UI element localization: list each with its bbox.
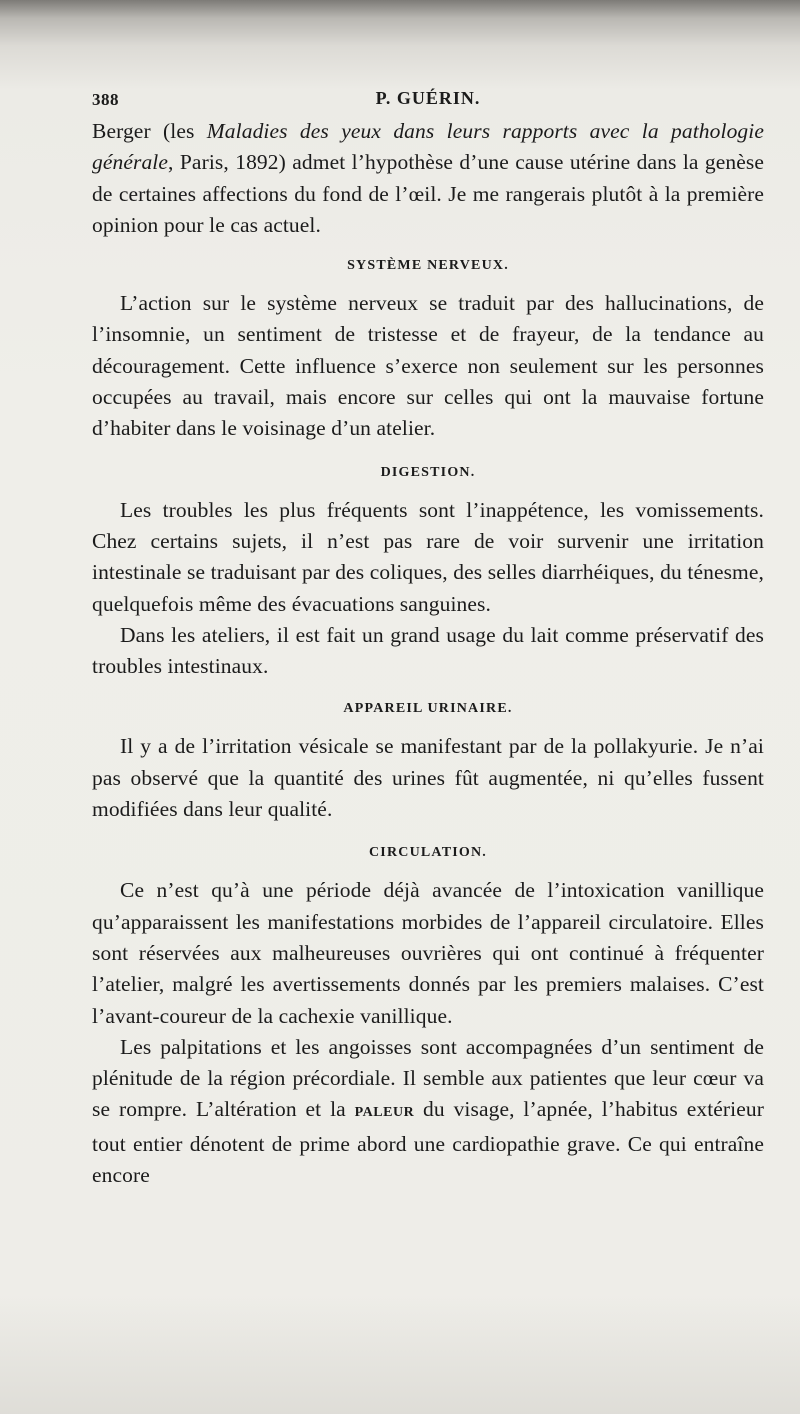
book-title: Maladies des yeux dans leurs rapports avec la pathologie générale	[92, 119, 764, 175]
p2-text-end: du visage, l’apnée, l’habitus extérieur tout entier dénotent de prime abord une cardiopathie grave. Ce qui entraîne encore	[92, 1097, 765, 1188]
page-header	[92, 86, 764, 116]
paragraph-circulation-2	[92, 1032, 764, 1191]
paragraph-systeme-nerveux: L’action sur le système nerveux se traduit par des hallucinations, de l’insomnie, un sentiment de tristesse et de frayeur, de la tendance au découragement. Cette influence s’exerce non seulement sur les personnes occupées au travail, mais encore sur celles qui ont la mauvaise fortune d’habiter dans le voisinage d’un atelier.	[92, 291, 764, 441]
running-head: P. GUÉRIN.	[375, 88, 481, 108]
p2-text-start: Les palpitations et les angoisses sont accompagnées d’un sentiment de plénitude de la région précordiale. Il semble aux patientes que leur cœur va se rompre. L’altération et la	[92, 1034, 764, 1122]
heading-appareil-urinaire: APPAREIL URINAIRE.	[343, 701, 513, 717]
p1-text-end: , Paris, 1892) admet l’hypothèse d’une cause utérine dans la genèse de certaines affections du fond de l’œil. Je me rangerais plutôt à la première opinion pour le cas actuel.	[92, 150, 764, 237]
p1-text-start: Berger (les	[92, 119, 207, 143]
paragraph-circulation-1: Ce n’est qu’à une période déjà avancée de l’intoxication vanillique qu’apparaissent les manifestations morbides de l’appareil circulatoire. Elles sont réservées aux malheureuses ouvrières qui ont continué à fréquenter l’atelier, malgré les avertissements donnés par les premiers malaises. C’est l’avant-coureur de la cachexie vanillique.	[92, 878, 764, 1028]
paragraph-berger	[92, 116, 764, 241]
page-content	[92, 86, 764, 1191]
heading-systeme-nerveux: SYSTÈME NERVEUX.	[347, 258, 509, 274]
paragraph-appareil-urinaire: Il y a de l’irritation vésicale se manifestant par de la pollakyurie. Je n’ai pas observé que la quantité des urines fût augmentée, ni qu’elles fussent modifiées dans leur qualité.	[92, 734, 764, 822]
paragraph-digestion-2: Dans les ateliers, il est fait un grand usage du lait comme préservatif des troubles intestinaux.	[92, 622, 764, 679]
page-number: 388	[92, 90, 119, 109]
small-caps-paleur: PALEUR	[354, 1105, 415, 1121]
heading-circulation: CIRCULATION.	[369, 845, 487, 861]
paragraph-digestion-1: Les troubles les plus fréquents sont l’inappétence, les vomissements. Chez certains sujets, il n’est pas rare de voir survenir une irritation intestinale se traduisant par des coliques, des selles diarrhéiques, du ténesme, quelquefois même des évacuations sanguines.	[92, 497, 764, 616]
heading-digestion: DIGESTION.	[380, 464, 476, 480]
